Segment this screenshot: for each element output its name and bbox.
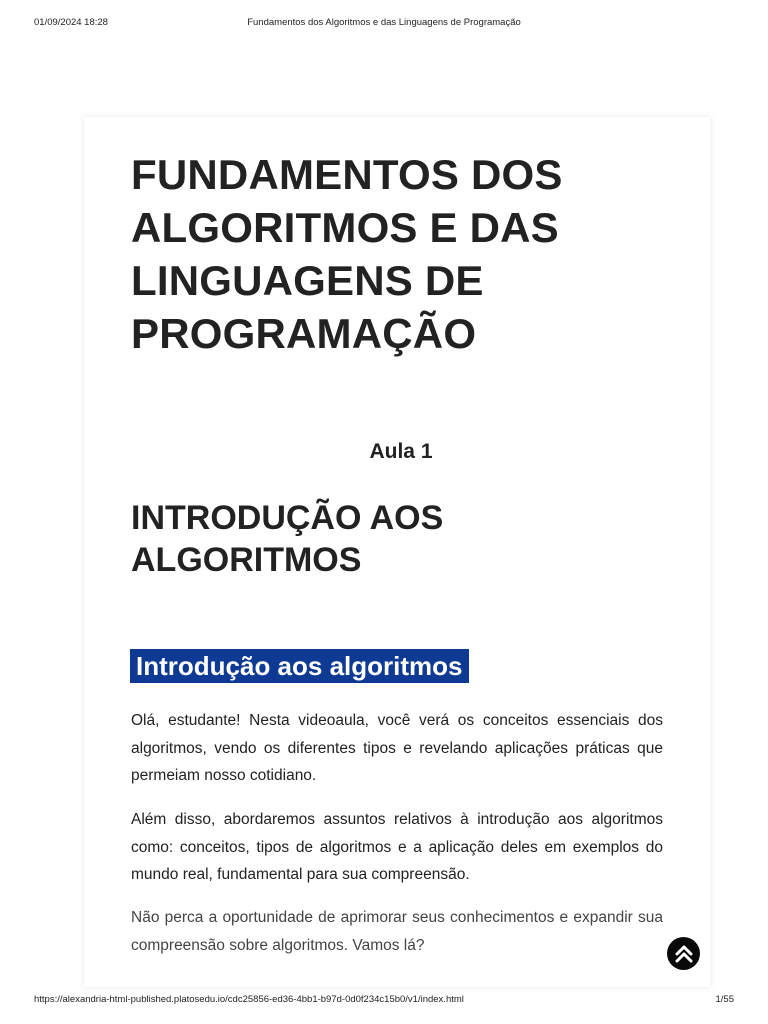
intro-paragraph-1: Olá, estudante! Nesta videoaula, você verá os conceitos essenciais dos algoritmos, vendo os diferentes tipos e revelando aplicações práticas que permeiam nosso cotidiano. <box>131 712 663 784</box>
lesson-label: Aula 1 <box>369 440 433 463</box>
chevron-up-icon <box>673 943 695 965</box>
print-title: Fundamentos dos Algoritmos e das Linguagens de Programação <box>247 17 521 28</box>
page-url: https://alexandria-html-published.platosedu.io/cdc25856-ed36-4bb1-b97d-0d0f234c15b0/v1/index.html <box>34 994 464 1005</box>
intro-paragraph-2: Além disso, abordaremos assuntos relativos à introdução aos algoritmos como: conceitos, tipos de algoritmos e a aplicação deles em exemplos do mundo real, fundamental para sua compreensão. <box>131 811 663 883</box>
print-footer <box>0 994 768 1008</box>
page-number: 1/55 <box>715 994 734 1005</box>
print-date: 01/09/2024 18:28 <box>34 17 108 28</box>
section-title: INTRODUÇÃO AOS ALGORITMOS <box>131 499 444 579</box>
highlight-heading: Introdução aos algoritmos <box>130 649 469 683</box>
intro-paragraph-3: Não perca a oportunidade de aprimorar seus conhecimentos e expandir sua compreensão sobre algoritmos. Vamos lá? <box>131 909 663 954</box>
main-title: FUNDAMENTOS DOS ALGORITMOS E DAS LINGUAGENS DE PROGRAMAÇÃO <box>131 151 563 357</box>
scroll-to-top-button[interactable] <box>667 937 700 970</box>
print-header <box>0 17 768 31</box>
